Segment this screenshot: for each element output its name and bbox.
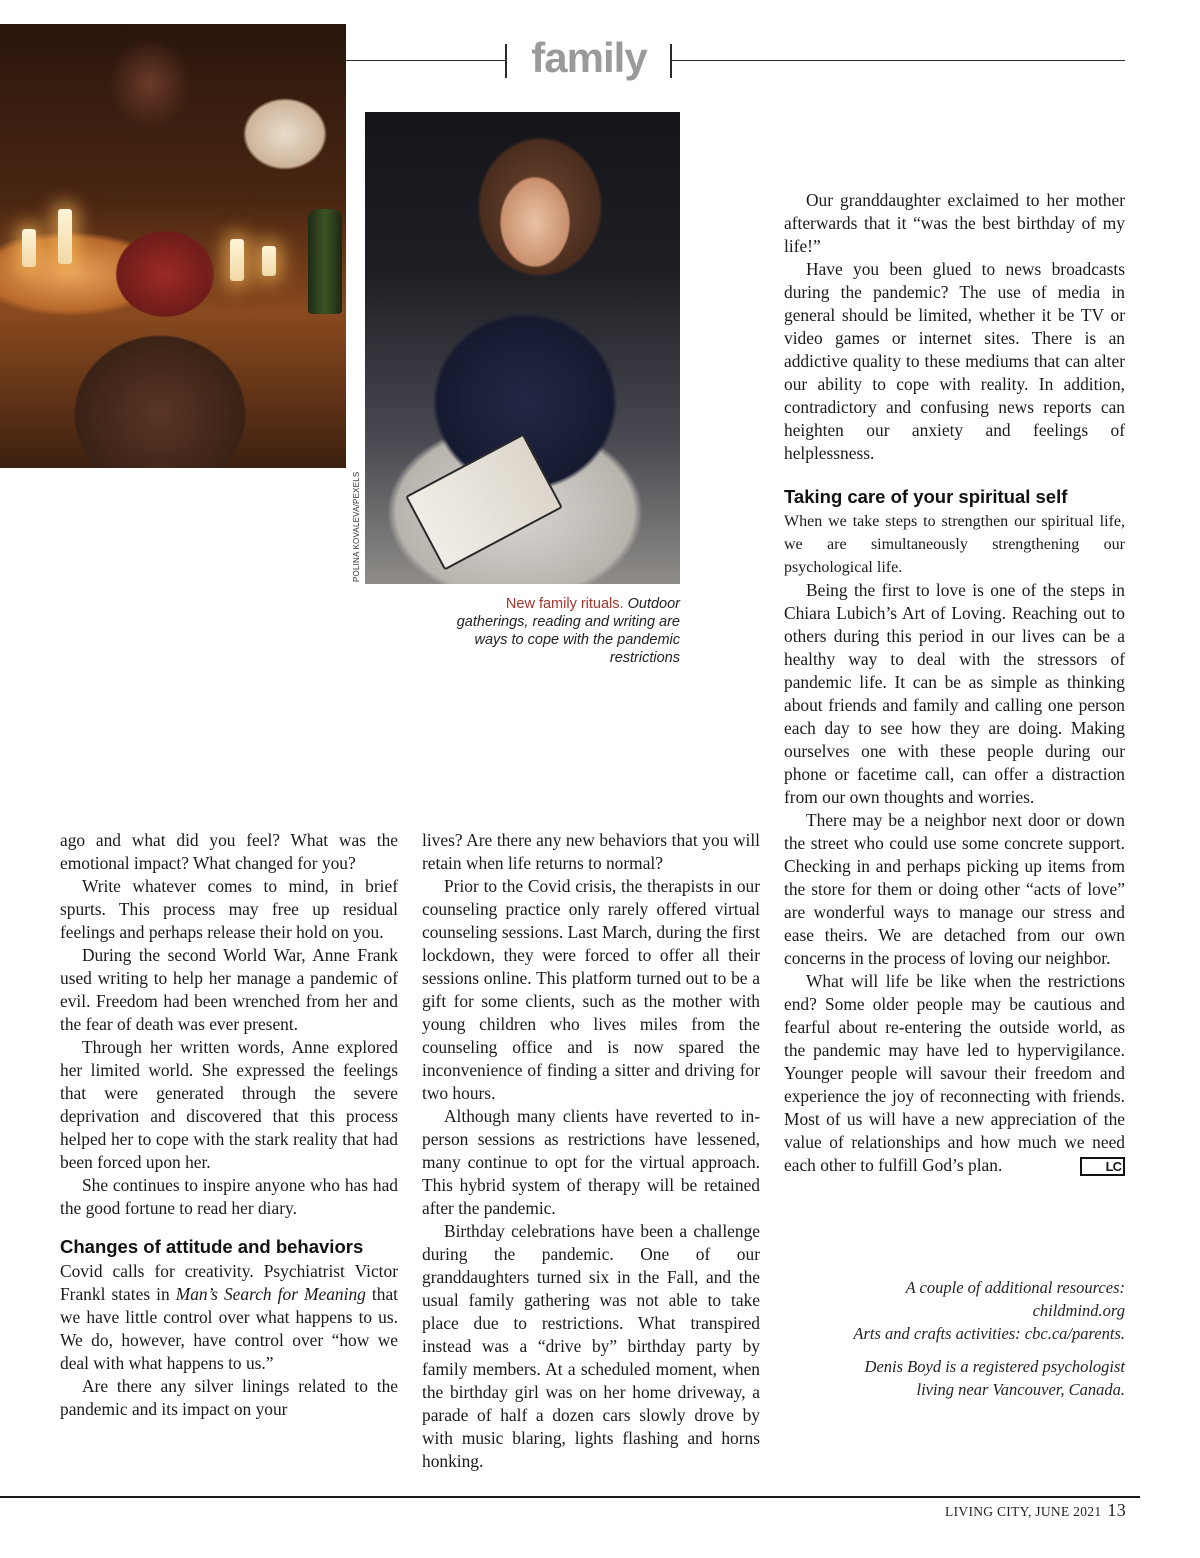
lead-paragraph: When we take steps to strengthen our spiritual life, we are simultaneously strengthening our psychological life. <box>784 513 1125 576</box>
author-bio: Denis Boyd is a registered psychologist <box>864 1357 1125 1376</box>
paragraph: Write whatever comes to mind, in brief spurts. This process may free up residual feelings and perhaps release their hold on you. <box>60 876 398 942</box>
footer-rule <box>0 1496 1140 1498</box>
paragraph <box>60 1260 398 1375</box>
wine-bottle-graphic <box>308 209 342 314</box>
girl-writing-photo <box>365 112 680 584</box>
notebook-graphic <box>405 433 563 570</box>
paragraph: Through her written words, Anne explored her limited world. She expressed the feelings that were generated through the severe deprivation and discovered that this process helped her to cope with the stark reality that had been forced upon her. <box>60 1037 398 1172</box>
resources-block <box>784 1276 1125 1401</box>
resources-link: Arts and crafts activities: cbc.ca/parents. <box>853 1324 1125 1343</box>
paragraph: Being the first to love is one of the steps in Chiara Lubich’s Art of Loving. Reaching out to others during this period in our lives can be a healthy way to deal with the stressors of pandemic life. It can be as simple as thinking about friends and family and calling one person each day to see how they are doing. Making ourselves one with these people during our phone or facetime call, can offer a distraction from our own thoughts and worries. <box>784 580 1125 807</box>
paragraph: Birthday celebrations have been a challenge during the pandemic. One of our granddaughters turned six in the Fall, and the usual family gathering was not able to take place due to restrictions. What transpired instead was a “drive by” birthday party by family members. At a scheduled moment, when the birthday girl was on her home driveway, a parade of half a dozen cars slowly drove by with music blaring, lights flashing and horns honking. <box>422 1221 760 1471</box>
photo-credit: POLINA KOVALEVA/PEXELS <box>352 471 361 582</box>
paragraph: lives? Are there any new behaviors that you will retain when life returns to normal? <box>422 830 760 873</box>
caption-lead: New family rituals. <box>505 596 624 612</box>
header-rule-left <box>346 60 506 61</box>
text-run: Covid calls for creativity. Psychiatrist Victor Frankl states in <box>60 1261 398 1304</box>
page-footer <box>945 1500 1126 1521</box>
candle-graphic <box>230 239 244 281</box>
resources-link: childmind.org <box>1032 1301 1125 1320</box>
paragraph: Are there any silver linings related to the pandemic and its impact on your <box>60 1376 398 1419</box>
subheading: Changes of attitude and behaviors <box>60 1236 364 1257</box>
candle-graphic <box>58 209 72 264</box>
paragraph: She continues to inspire anyone who has had the good fortune to read her diary. <box>60 1175 398 1218</box>
paragraph: ago and what did you feel? What was the emotional impact? What changed for you? <box>60 830 398 873</box>
article-column-1 <box>60 829 398 1421</box>
book-title: Man’s Search for Meaning <box>175 1284 366 1304</box>
candle-graphic <box>262 246 276 276</box>
header-tick-right <box>670 44 672 78</box>
author-bio: living near Vancouver, Canada. <box>916 1380 1125 1399</box>
end-mark-logo: LC <box>1080 1157 1125 1176</box>
paragraph: Our granddaughter exclaimed to her mother afterwards that it “was the best birthday of my life!” <box>784 190 1125 256</box>
text-run: that we have little control over what happens to us. We do, however, have control over “how we deal with what happens to us.” <box>60 1284 398 1373</box>
section-title: family <box>531 34 647 81</box>
caption-body: Outdoor gatherings, reading and writing are ways to cope with the pandemic restrictions <box>456 596 680 666</box>
photo-caption <box>440 595 680 667</box>
header-rule-right <box>672 60 1125 61</box>
page-number: 13 <box>1107 1500 1126 1520</box>
text-run: What will life be like when the restrictions end? Some older people may be cautious and fearful about re-entering the outside world, as the pandemic may have led to hypervigilance. Younger people will savour their freedom and experience the joy of reconnecting with friends. Most of us will have a new appreciation of the value of relationships and how much we need each other to fulfill God’s plan. <box>784 971 1125 1175</box>
candle-graphic <box>22 229 36 267</box>
paragraph: Although many clients have reverted to in-person sessions as restrictions have lessened, many continue to opt for the virtual approach. This hybrid system of therapy will be retained after the pandemic. <box>422 1106 760 1218</box>
article-column-2 <box>422 829 760 1473</box>
family-dinner-photo <box>0 24 346 468</box>
paragraph: There may be a neighbor next door or down the street who could use some concrete support. Checking in and perhaps picking up items from the store for them or doing other “acts of love” are wonderful ways to manage our stress and ease theirs. We are detached from our own concerns in the process of loving our neighbor. <box>784 810 1125 968</box>
paragraph: Prior to the Covid crisis, the therapists in our counseling practice only rarely offered virtual counseling sessions. Last March, during the first lockdown, they were forced to offer all their sessions online. This platform turned out to be a gift for some clients, such as the mother with young children who lives miles from the counseling office and is now spared the inconvenience of finding a sitter and driving for two hours. <box>422 876 760 1103</box>
subheading: Taking care of your spiritual self <box>784 486 1068 507</box>
header-tick-left <box>505 44 507 78</box>
article-column-3 <box>784 189 1125 1177</box>
resources-line: A couple of additional resources: <box>905 1278 1125 1297</box>
paragraph: During the second World War, Anne Frank used writing to help her manage a pandemic of evil. Freedom had been wrenched from her and the fear of death was ever present. <box>60 945 398 1034</box>
paragraph: Have you been glued to news broadcasts during the pandemic? The use of media in general should be limited, whether it be TV or video games or internet sites. There is an addictive quality to these mediums that can alter our ability to cope with reality. In addition, contradictory and confusing news reports can heighten our anxiety and feelings of helplessness. <box>784 259 1125 463</box>
paragraph <box>784 970 1125 1177</box>
publication-name: LIVING CITY, JUNE 2021 <box>945 1504 1102 1519</box>
